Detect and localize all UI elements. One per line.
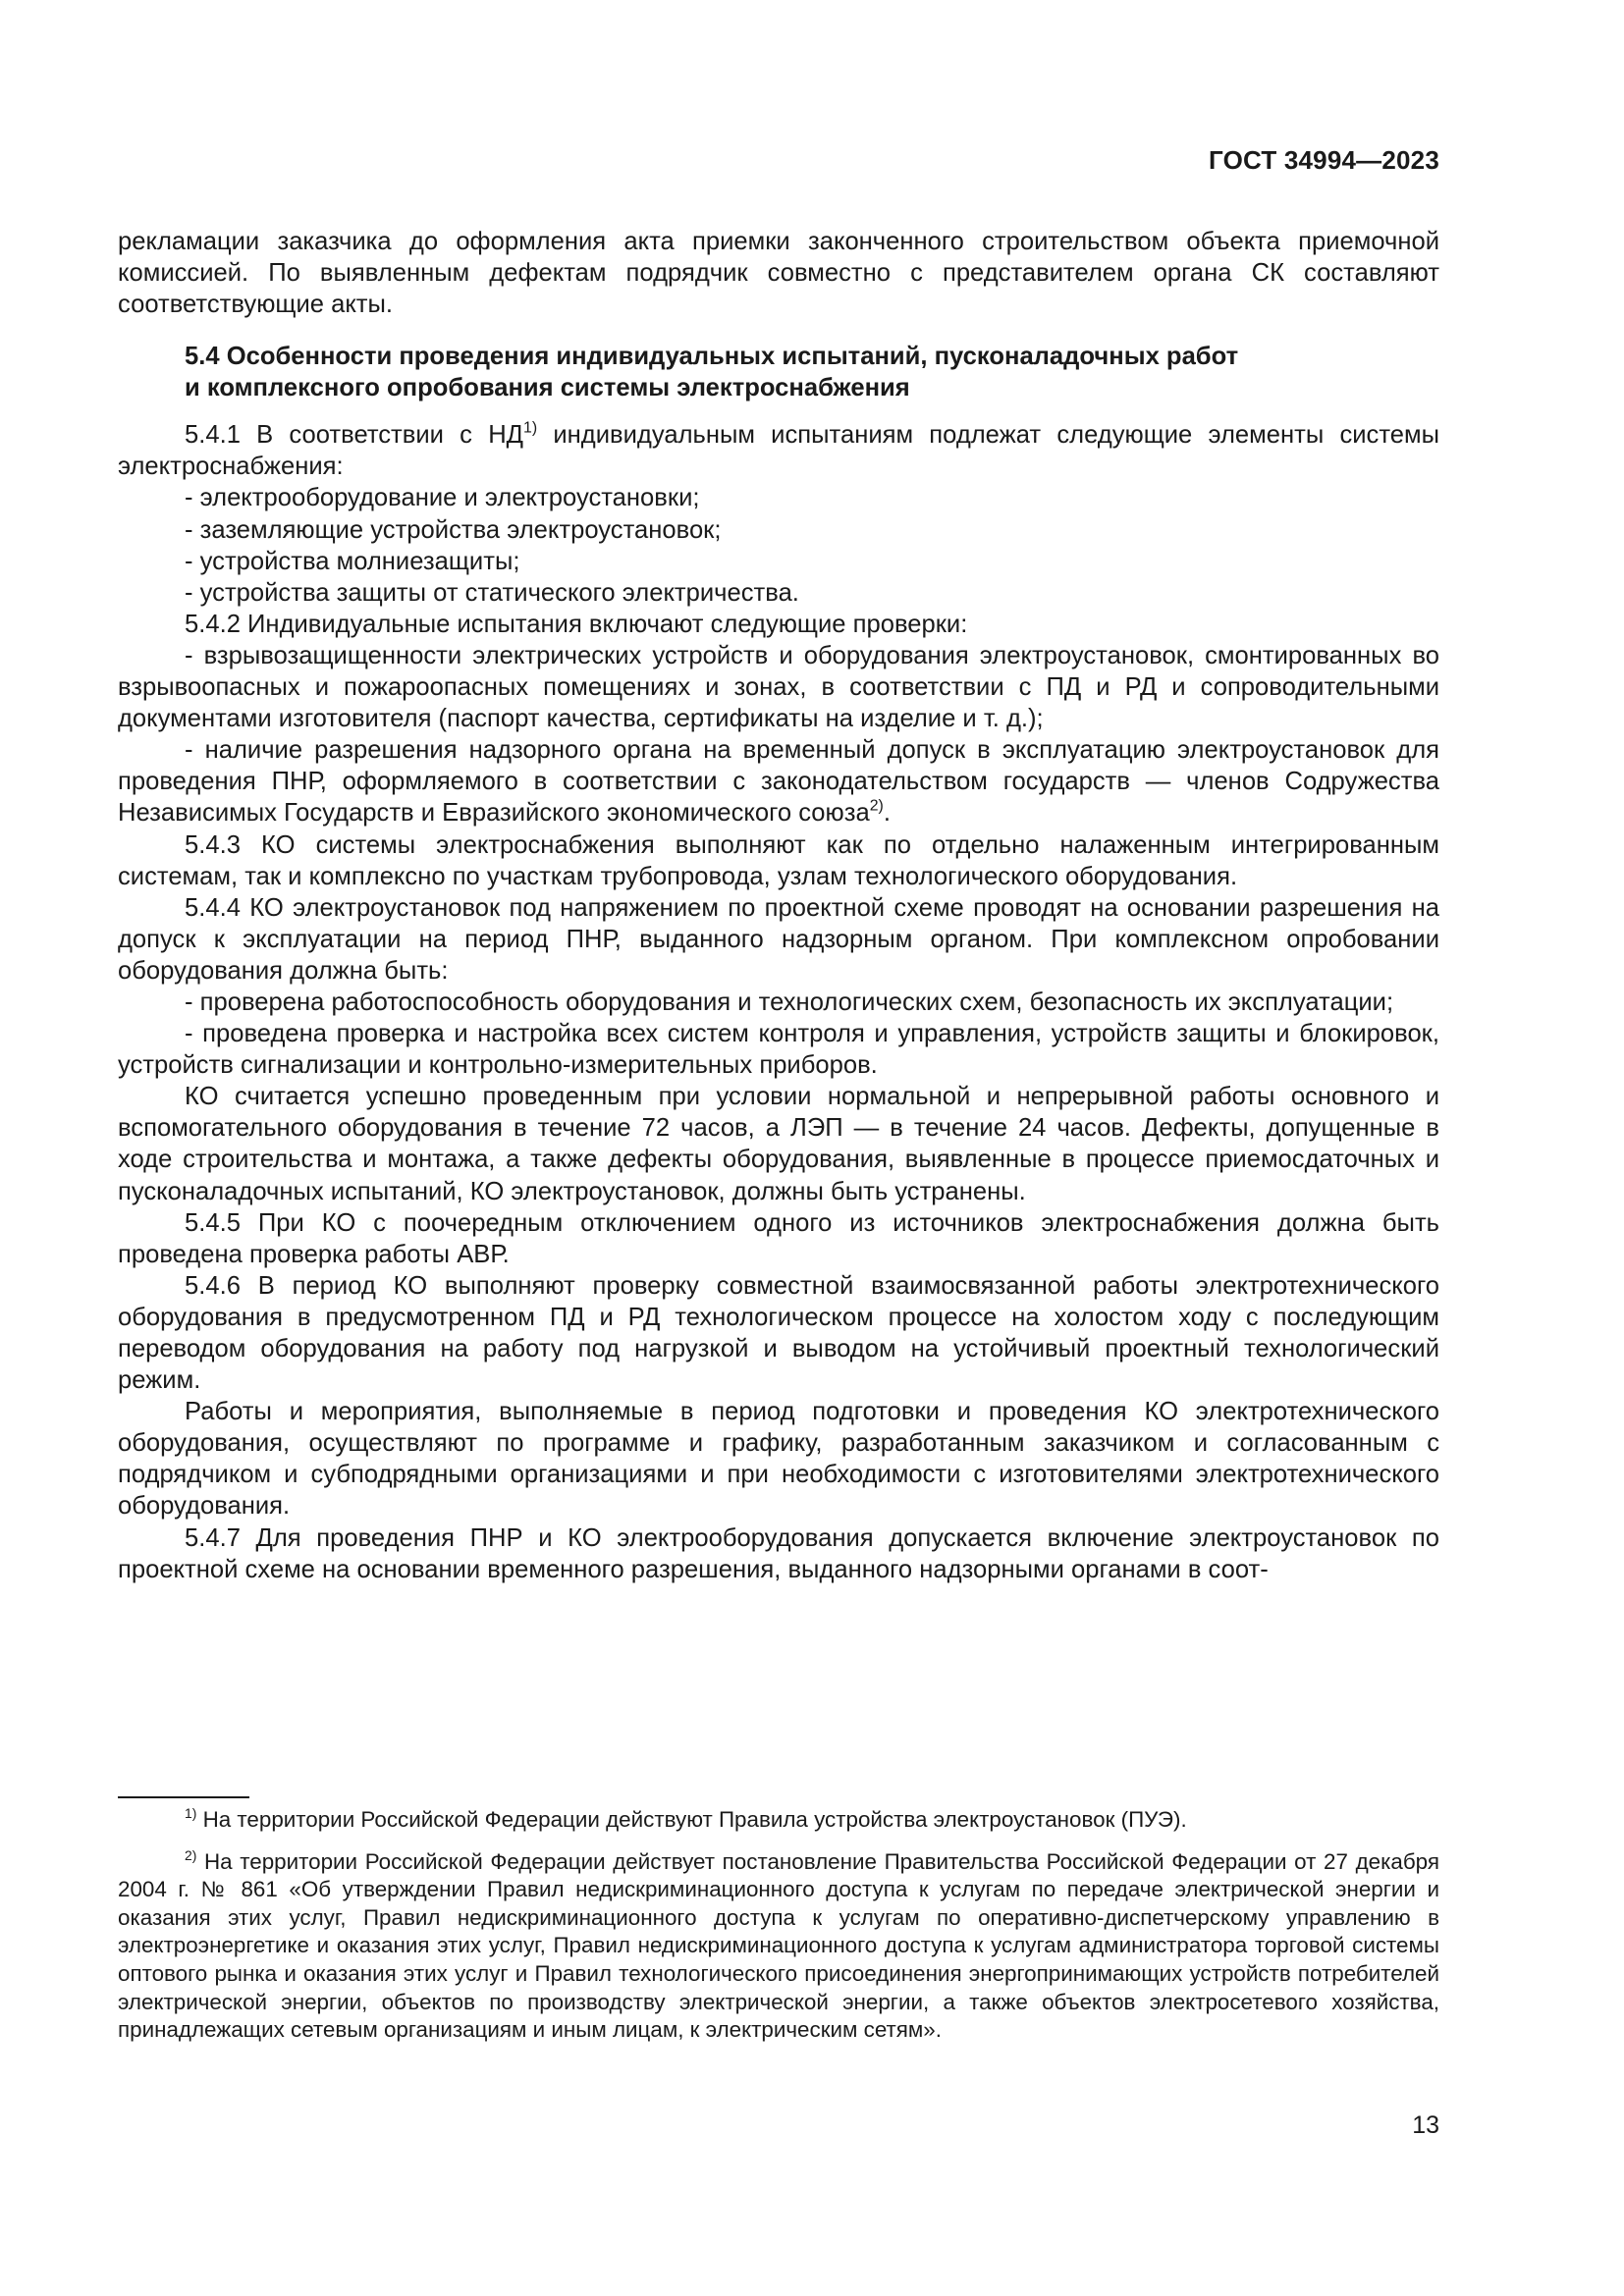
- footnote-2-text: На территории Российской Федерации действует постановление Правительства Российской Федерации от 27 декабря 2004 г. № 861 «Об утверждении Правил недискриминационного доступа к услугам по передаче электрической энергии и оказания этих услуг, Правил недискриминационного доступа к услугам по оперативно-диспетчерскому управлению в электроэнергетике и оказания этих услуг, Правил недискриминационного доступа к услугам администратора торговой системы оптового рынка и оказания этих услуг и Правил технологического присоединения энергопринимающих устройств потребителей электрической энергии, объектов по производству электрической энергии, а также объектов электросетевого хозяйства, принадлежащих сетевым организациям и иным лицам, к электрическим сетям».: [118, 1848, 1439, 2043]
- paragraph-5-4-3: 5.4.3 КО системы электроснабжения выполняют как по отдельно налаженным интегрированным системам, так и комплексно по участкам трубопровода, узлам технологического оборудования.: [118, 830, 1439, 890]
- list-item: - проведена проверка и настройка всех систем контроля и управления, устройств защиты и блокировок, устройств сигнализации и контрольно-измерительных приборов.: [118, 1020, 1439, 1080]
- paragraph-5-4-2: 5.4.2 Индивидуальные испытания включают следующие проверки:: [185, 610, 968, 638]
- page-number: 13: [1412, 2111, 1439, 2139]
- paragraph-5-4-1-text-start: 5.4.1 В соответствии с НД: [185, 421, 524, 450]
- footnotes: [118, 1806, 1439, 2058]
- intro-paragraph: рекламации заказчика до оформления акта приемки законченного строительством объекта приемочной комиссией. По выявленным дефектам подрядчик совместно с представителем органа СК составляют соответствующие акты.: [118, 228, 1439, 319]
- document-id-header: ГОСТ 34994—2023: [1209, 145, 1439, 175]
- footnote-2: [118, 1848, 1439, 2045]
- footnote-divider: [118, 1796, 249, 1798]
- paragraph-5-4-1: [118, 419, 1439, 482]
- main-text: [118, 226, 1439, 1585]
- paragraph-5-4-1-text-end: индивидуальным испытаниям подлежат следующие элементы системы электроснабжения:: [118, 421, 1439, 481]
- paragraph-5-4-6: 5.4.6 В период КО выполняют проверку совместной взаимосвязанной работы электротехнического оборудования в предусмотренном ПД и РД технологическом процессе на холостом ходу с последующим переводом оборудования на работу под нагрузкой и выводом на устойчивый проектный технологический режим.: [118, 1271, 1439, 1395]
- paragraph-5-4-5: 5.4.5 При КО с поочередным отключением одного из источников электроснабжения должна быть проведена проверка работы АВР.: [118, 1208, 1439, 1268]
- list-item: - электрооборудование и электроустановки;: [185, 484, 700, 512]
- footnote-1-text: На территории Российской Федерации действуют Правила устройства электроустановок (ПУЭ).: [196, 1807, 1187, 1832]
- list-item: - устройства молниезащиты;: [185, 547, 520, 575]
- paragraph-5-4-7: 5.4.7 Для проведения ПНР и КО электрооборудования допускается включение электроустановок по проектной схеме на основании временного разрешения, выданного надзорными органами в соот-: [118, 1523, 1439, 1583]
- footnote-2-mark: 2): [185, 1846, 197, 1863]
- list-item: - заземляющие устройства электроустановок;: [185, 515, 722, 544]
- footnote-ref-1: 1): [523, 419, 538, 437]
- footnote-1: [118, 1806, 1439, 1835]
- list-item: [118, 734, 1439, 828]
- section-heading-line-2: и комплексного опробования системы электроснабжения: [185, 374, 910, 402]
- paragraph-5-4-4: 5.4.4 КО электроустановок под напряжением по проектной схеме проводят на основании разрешения на допуск к эксплуатации на период ПНР, выданного надзорным органом. При комплексном опробовании оборудования должна быть:: [118, 893, 1439, 985]
- list-item-text: - наличие разрешения надзорного органа на временный допуск в эксплуатацию электроустановок для проведения ПНР, оформляемого в соответствии с законодательством государств — членов Содружества Независимых Государств и Евразийского экономического союза: [118, 736, 1439, 828]
- list-item-text-end: .: [883, 799, 891, 828]
- list-item: - устройства защиты от статического электричества.: [185, 578, 799, 607]
- list-item: - взрывозащищенности электрических устройств и оборудования электроустановок, смонтированных во взрывоопасных и пожароопасных помещениях и зонах, в соответствии с ПД и РД и сопроводительными документами изготовителя (паспорт качества, сертификаты на изделие и т. д.);: [118, 641, 1439, 733]
- section-heading-line-1: 5.4 Особенности проведения индивидуальных испытаний, пусконаладочных работ: [185, 343, 1239, 371]
- footnote-ref-2: 2): [869, 798, 884, 816]
- paragraph-ko-success: КО считается успешно проведенным при условии нормальной и непрерывной работы основного и вспомогательного оборудования в течение 72 часов, а ЛЭП — в течение 24 часов. Дефекты, допущенные в ходе строительства и монтажа, а также дефекты оборудования, выявленные в процессе приемосдаточных и пусконаладочных испытаний, КО электроустановок, должны быть устранены.: [118, 1083, 1439, 1205]
- list-item: - проверена работоспособность оборудования и технологических схем, безопасность их эксплуатации;: [185, 988, 1394, 1016]
- paragraph-works: Работы и мероприятия, выполняемые в период подготовки и проведения КО электротехнического оборудования, осуществляют по программе и графику, разработанным заказчиком и согласованным с подрядчиком и субподрядными организациями и при необходимости с изготовителями электротехнического оборудования.: [118, 1398, 1439, 1521]
- footnote-1-mark: 1): [185, 1804, 197, 1821]
- section-heading: [185, 341, 1439, 403]
